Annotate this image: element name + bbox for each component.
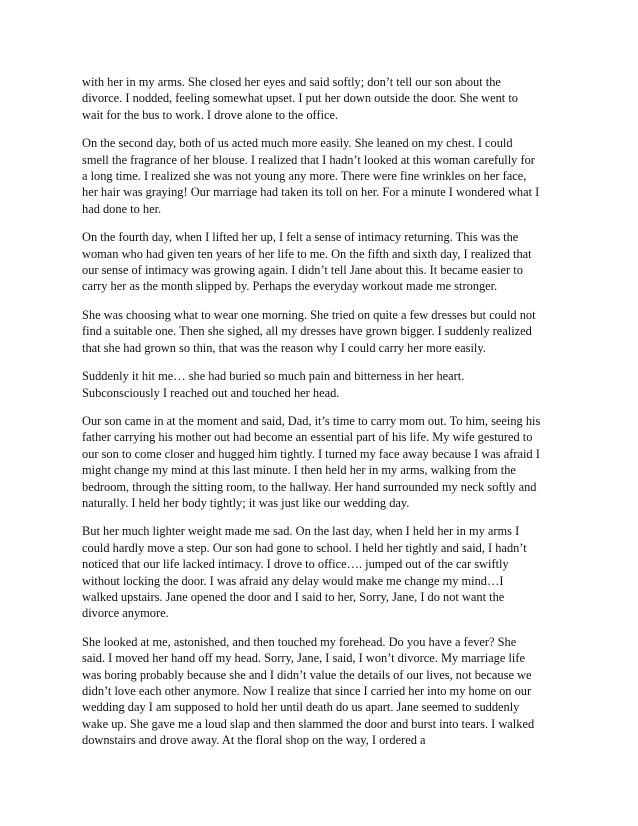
paragraph-8: She looked at me, astonished, and then touched my forehead. Do you have a fever? She said. I moved her hand off my head. Sorry, Jane, I said, I won’t divorce. My marriage life was boring probably because she and I didn’t value the details of our lives, not because we didn’t love each other anymore. Now I realize that since I carried her into my home on our wedding day I am supposed to hold her until death do us apart. Jane seemed to suddenly wake up. She gave me a loud slap and then slammed the door and burst into tears. I walked downstairs and drove away. At the floral shop on the way, I ordered a [82, 634, 535, 748]
paragraph-5: Suddenly it hit me… she had buried so much pain and bitterness in her heart. Subconsciously I reached out and touched her head. [82, 369, 465, 400]
paragraph-7: But her much lighter weight made me sad. On the last day, when I held her in my arms I could hardly move a step. Our son had gone to school. I held her tightly and said, I hadn’t noticed that our life lacked intimacy. I drove to office…. jumped out of the car swiftly without locking the door. I was afraid any delay would make me change my mind…I walked upstairs. Jane opened the door and I said to her, Sorry, Jane, I do not want the divorce anymore. [82, 524, 527, 621]
paragraph-1: with her in my arms. She closed her eyes and said softly; don’t tell our son about the divorce. I nodded, feeling somewhat upset. I put her down outside the door. She went to wait for the bus to work. I drove alone to the office. [82, 75, 518, 122]
paragraph-2: On the second day, both of us acted much more easily. She leaned on my chest. I could smell the fragrance of her blouse. I realized that I hadn’t looked at this woman carefully for a long time. I realized she was not young any more. There were fine wrinkles on her face, her hair was graying! Our marriage had taken its toll on her. For a minute I wondered what I had done to her. [82, 136, 540, 216]
paragraph-3: On the fourth day, when I lifted her up, I felt a sense of intimacy returning. This was the woman who had given ten years of her life to me. On the fifth and sixth day, I realized that our sense of intimacy was growing again. I didn’t tell Jane about this. It became easier to carry her as the month slipped by. Perhaps the everyday workout made me stronger. [82, 230, 532, 294]
document-body [82, 74, 542, 761]
paragraph-6: Our son came in at the moment and said, Dad, it’s time to carry mom out. To him, seeing his father carrying his mother out had become an essential part of his life. My wife gestured to our son to come closer and hugged him tightly. I turned my face away because I was afraid I might change my mind at this last minute. I then held her in my arms, walking from the bedroom, through the sitting room, to the hallway. Her hand surrounded my neck softly and naturally. I held her body tightly; it was just like our wedding day. [82, 413, 541, 510]
paragraph-4: She was choosing what to wear one morning. She tried on quite a few dresses but could not find a suitable one. Then she sighed, all my dresses have grown bigger. I suddenly realized that she had grown so thin, that was the reason why I could carry her more easily. [82, 307, 536, 355]
